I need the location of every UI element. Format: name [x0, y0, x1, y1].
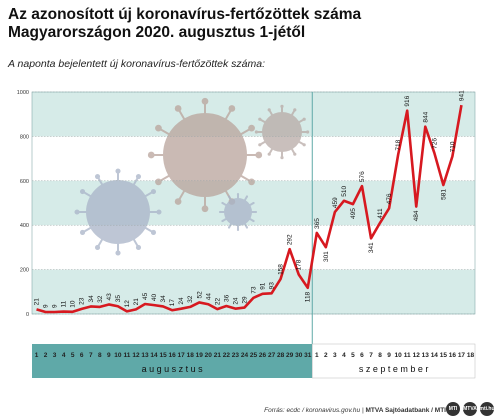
x-tick-label: 21	[213, 352, 221, 359]
data-label: 576	[358, 171, 366, 183]
x-tick-label: 15	[439, 352, 447, 359]
x-tick-label: 25	[249, 352, 258, 359]
data-label: 484	[413, 210, 421, 222]
data-label: 11	[60, 300, 68, 308]
x-tick-label: 10	[394, 352, 402, 359]
x-tick-label: 9	[107, 352, 111, 359]
y-tick-label: 600	[19, 178, 29, 185]
data-label: 292	[286, 234, 294, 246]
x-tick-label: 5	[70, 352, 75, 359]
data-label: 34	[160, 295, 168, 303]
x-tick-label: 22	[222, 352, 230, 359]
x-tick-label: 2	[43, 352, 48, 359]
x-tick-label: 14	[430, 352, 438, 359]
data-label: 32	[96, 295, 104, 303]
data-label: 21	[132, 298, 140, 306]
data-label: 158	[277, 264, 285, 275]
x-tick-label: 27	[267, 352, 276, 359]
logo-group	[446, 402, 494, 416]
data-label: 21	[33, 298, 41, 306]
data-label: 411	[377, 208, 385, 219]
data-label: 9	[51, 304, 59, 309]
data-label: 43	[105, 293, 113, 301]
month-label-september: s z e p t e m b e r	[358, 364, 429, 374]
source-text: Forrás: ecdc / koronavirus.gov.hu	[264, 407, 361, 414]
data-label: 916	[404, 95, 412, 107]
x-tick-label: 14	[150, 352, 158, 359]
x-tick-label: 5	[351, 352, 355, 359]
x-tick-label: 15	[159, 352, 167, 359]
x-tick-label: 16	[168, 352, 176, 359]
data-label: 301	[322, 251, 330, 263]
y-tick-label: 800	[19, 134, 29, 141]
x-tick-label: 9	[387, 352, 391, 359]
x-tick-label: 17	[177, 352, 185, 359]
data-label: 44	[205, 292, 213, 301]
data-label: 45	[142, 292, 150, 301]
data-label: 459	[331, 197, 339, 209]
data-label: 341	[368, 242, 376, 254]
x-tick-label: 20	[204, 352, 212, 359]
data-label: 93	[268, 282, 276, 290]
x-tick-label: 16	[448, 352, 457, 359]
data-label: 24	[232, 297, 240, 305]
x-tick-label: 3	[52, 352, 57, 359]
x-tick-label: 19	[195, 352, 203, 359]
data-label: 510	[340, 185, 348, 197]
x-tick-label: 17	[457, 352, 466, 359]
y-tick-label: 0	[25, 312, 29, 318]
x-tick-label: 18	[186, 352, 194, 359]
data-label: 844	[422, 111, 430, 123]
x-tick-label: 11	[403, 352, 411, 359]
data-label: 52	[196, 291, 204, 299]
credit-text: MTVA Sajtóadatbank / MTI	[365, 407, 446, 414]
x-tick-label: 18	[466, 352, 475, 359]
data-label: 73	[250, 286, 258, 294]
y-tick-label: 1000	[16, 90, 29, 96]
data-label: 23	[78, 297, 86, 305]
x-tick-label: 3	[333, 352, 337, 359]
x-tick-label: 6	[360, 352, 364, 359]
source-footer: Forrás: ecdc / koronavirus.gov.hu | MTVA Sajtóadatbank / MTI	[264, 407, 446, 414]
data-label: 10	[69, 300, 77, 308]
x-tick-label: 31	[304, 352, 312, 359]
x-tick-label: 4	[342, 352, 346, 359]
x-tick-label: 13	[141, 352, 149, 359]
y-tick-label: 400	[19, 223, 29, 230]
x-tick-label: 8	[378, 352, 382, 359]
data-label: 29	[241, 296, 249, 304]
x-tick-label: 28	[277, 352, 285, 359]
data-label: 178	[295, 259, 303, 271]
data-label: 12	[123, 300, 131, 308]
x-tick-label: 6	[79, 352, 84, 359]
data-label: 32	[187, 295, 195, 303]
data-label: 726	[431, 137, 439, 149]
data-label: 9	[42, 304, 50, 309]
chart-subtitle: A naponta bejelentett új koronavírus-fertőzöttek száma:	[8, 58, 266, 70]
x-tick-label: 13	[421, 352, 429, 359]
data-label: 941	[458, 90, 466, 102]
data-label: 118	[304, 291, 312, 303]
data-label: 22	[214, 297, 222, 306]
data-label: 36	[223, 294, 231, 303]
x-tick-label: 29	[286, 352, 294, 359]
title-line-1: Az azonosított új koronavírus-fertőzöttek száma	[8, 6, 362, 23]
x-tick-label: 10	[114, 352, 122, 359]
data-label: 710	[449, 141, 457, 153]
x-tick-label: 11	[123, 352, 131, 359]
x-tick-label: 8	[97, 352, 102, 359]
mti-hu-logo: mti.hu	[480, 402, 494, 416]
data-label: 17	[169, 298, 177, 307]
x-tick-label: 30	[295, 352, 303, 359]
x-tick-label: 7	[88, 352, 93, 359]
mtva-logo: MTVA	[463, 402, 477, 416]
data-label: 91	[259, 282, 267, 290]
x-tick-label: 12	[132, 352, 140, 359]
x-tick-label: 24	[240, 352, 249, 359]
data-label: 34	[87, 295, 95, 303]
mti-logo: MTI	[446, 402, 460, 416]
x-tick-label: 2	[324, 352, 328, 359]
x-tick-label: 23	[231, 352, 240, 359]
data-label: 476	[386, 193, 394, 205]
title-line-2: Magyarországon 2020. augusztus 1-jétől	[8, 24, 306, 41]
x-tick-label: 12	[412, 352, 420, 359]
data-label: 495	[349, 208, 357, 219]
data-label: 581	[440, 189, 448, 200]
x-tick-label: 4	[61, 352, 66, 359]
month-label-august: a u g u s z t u s	[141, 364, 203, 374]
data-label: 718	[395, 139, 403, 151]
x-tick-label: 7	[369, 352, 373, 359]
data-label: 365	[313, 218, 321, 229]
x-tick-label: 1	[34, 352, 39, 359]
x-tick-label: 1	[314, 352, 319, 359]
data-label: 35	[114, 294, 122, 303]
data-label: 40	[151, 293, 159, 302]
data-label: 24	[178, 297, 186, 305]
x-tick-label: 26	[258, 352, 267, 359]
y-tick-label: 200	[19, 267, 29, 274]
